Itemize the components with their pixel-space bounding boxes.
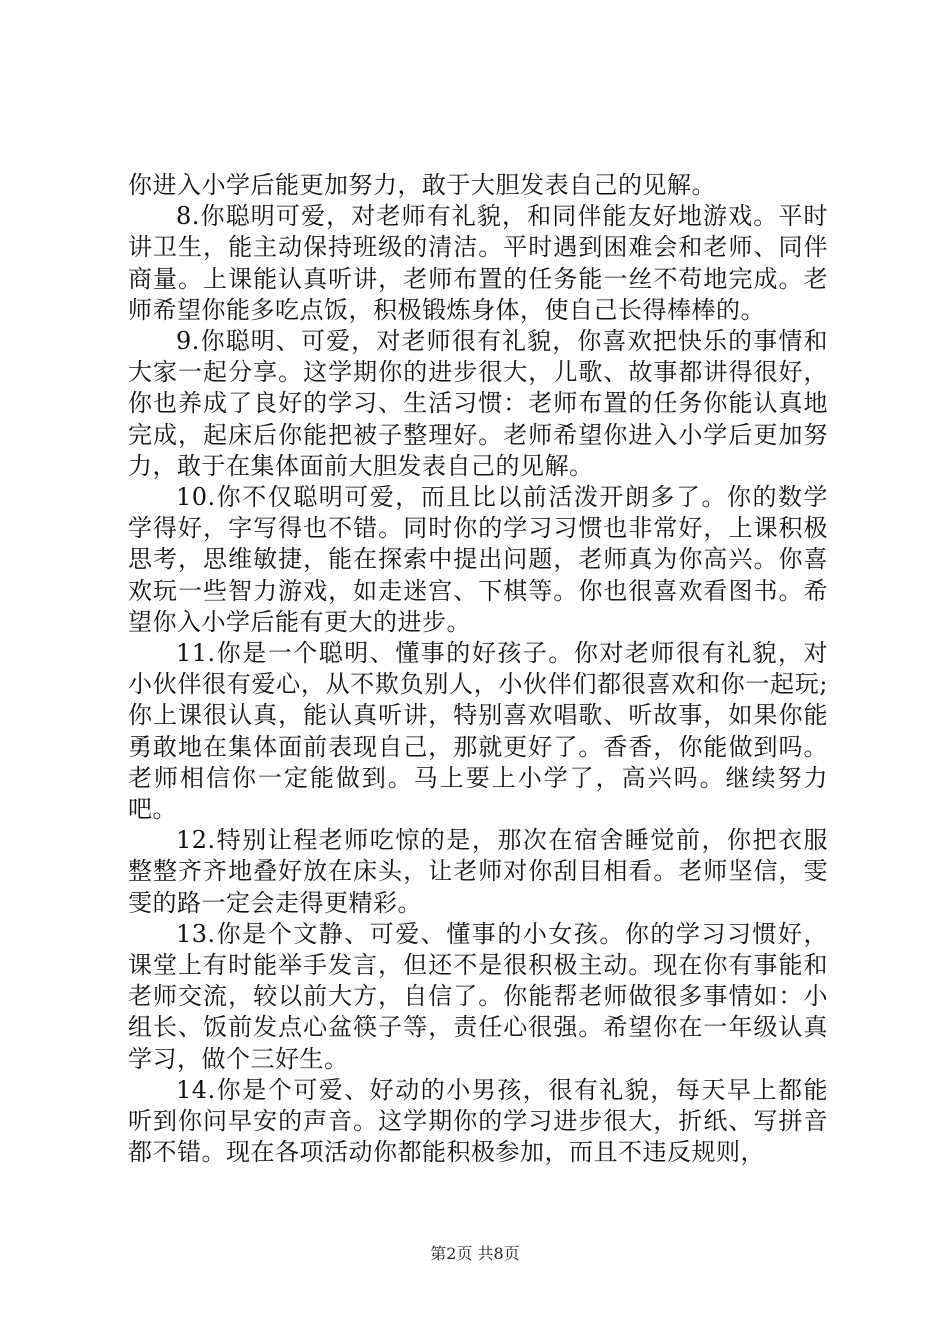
paragraph-item-8: 8.你聪明可爱，对老师有礼貌，和同伴能友好地游戏。平时讲卫生，能主动保持班级的清洁。平时遇到困难会和老师、同伴商量。上课能认真听讲，老师布置的任务能一丝不苟地完成。老师希望你能多吃点饭，积极锻炼身体，使自己长得棒棒的。 bbox=[128, 202, 828, 324]
paragraph-item-9: 9.你聪明、可爱，对老师很有礼貌，你喜欢把快乐的事情和大家一起分享。这学期你的进步很大，儿歌、故事都讲得很好，你也养成了良好的学习、生活习惯：老师布置的任务你能认真地完成，起床后你能把被子整理好。老师希望你进入小学后更加努力，敢于在集体面前大胆发表自己的见解。 bbox=[128, 327, 828, 480]
paragraph-item-14: 14.你是个可爱、好动的小男孩，很有礼貌，每天早上都能听到你问早安的声音。这学期你的学习进步很大，折纸、写拼音都不错。现在各项活动你都能积极参加，而且不违反规则， bbox=[128, 1075, 828, 1167]
document-body bbox=[128, 170, 828, 1169]
paragraph-item-10: 10.你不仅聪明可爱，而且比以前活泼开朗多了。你的数学学得好，字写得也不错。同时你的学习习惯也非常好，上课积极思考，思维敏捷，能在探索中提出问题，老师真为你高兴。你喜欢玩一些智力游戏，如走迷宫、下棋等。你也很喜欢看图书。希望你入小学后能有更大的进步。 bbox=[128, 483, 828, 636]
paragraph-continuation: 你进入小学后能更加努力，敢于大胆发表自己的见解。 bbox=[128, 171, 716, 199]
page-number-footer: 第2页 共8页 bbox=[430, 1244, 520, 1263]
paragraph-item-13: 13.你是个文静、可爱、懂事的小女孩。你的学习习惯好，课堂上有时能举手发言，但还不是很积极主动。现在你有事能和老师交流，较以前大方，自信了。你能帮老师做很多事情如：小组长、饭前发点心盆筷子等，责任心很强。希望你在一年级认真学习，做个三好生。 bbox=[128, 919, 828, 1073]
paragraph-item-11: 11.你是一个聪明、懂事的好孩子。你对老师很有礼貌，对小伙伴很有爱心，从不欺负别人，小伙伴们都很喜欢和你一起玩;你上课很认真，能认真听讲，特别喜欢唱歌、听故事，如果你能勇敢地在集体面前表现自己，那就更好了。香香，你能做到吗。老师相信你一定能做到。马上要上小学了，高兴吗。继续努力吧。 bbox=[128, 639, 828, 824]
paragraph-item-12: 12.特别让程老师吃惊的是，那次在宿舍睡觉前，你把衣服整整齐齐地叠好放在床头，让老师对你刮目相看。老师坚信，雯雯的路一定会走得更精彩。 bbox=[128, 826, 828, 917]
